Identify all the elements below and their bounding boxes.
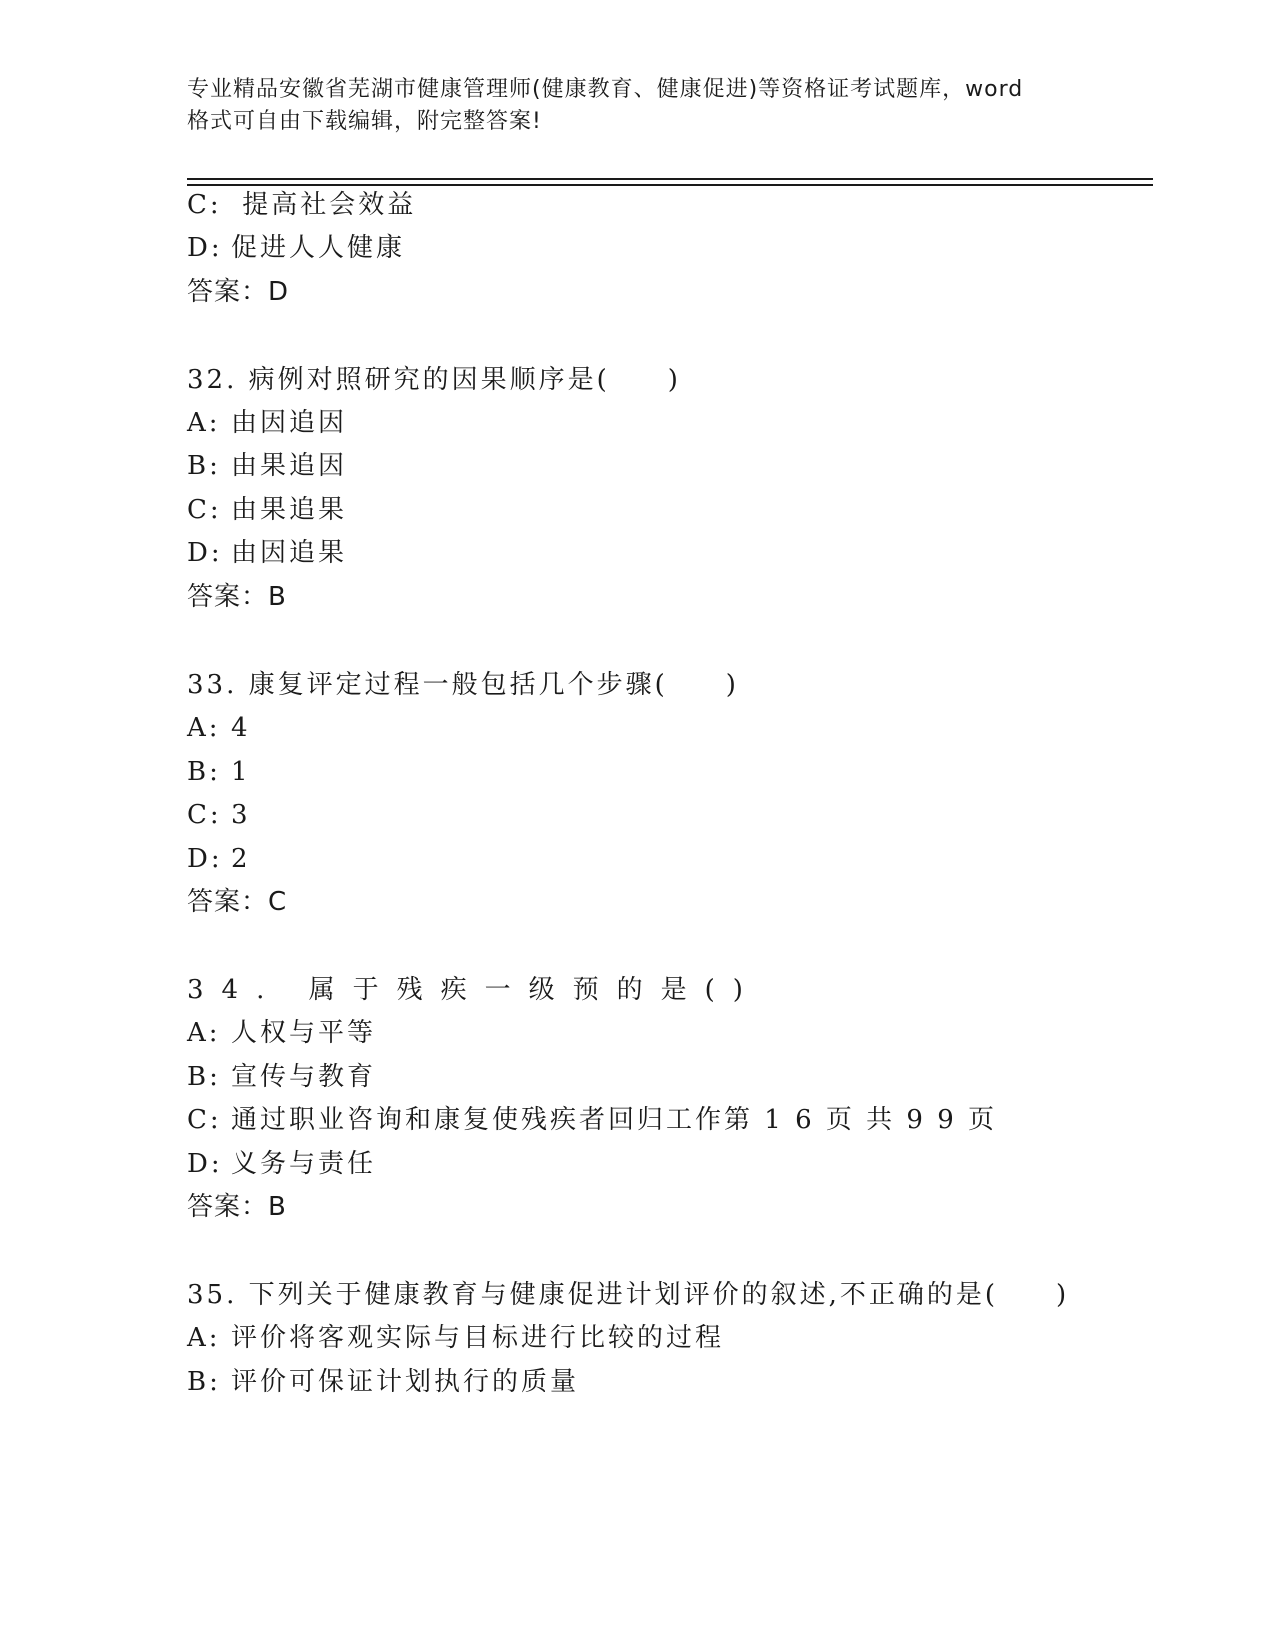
option-text: 通过职业咨询和康复使残疾者回归工作第 1 6 页 共 9 9 页: [231, 1105, 998, 1135]
option-key: B:: [187, 1062, 221, 1092]
option-text: 3: [231, 800, 251, 830]
option-key: A:: [187, 713, 221, 743]
q33-option-b: [187, 755, 251, 789]
q32-option-a: [187, 406, 347, 440]
option-text: 促进人人健康: [231, 233, 406, 263]
option-text: 2: [231, 844, 251, 874]
q33-question: 33. 康复评定过程一般包括几个步骤( ): [187, 670, 739, 700]
q31-answer: 答案：D: [187, 277, 290, 307]
option-key: C:: [187, 800, 222, 830]
option-text: 由果追因: [231, 451, 348, 481]
header-line-1: 专业精品安徽省芜湖市健康管理师(健康教育、健康促进)等资格证考试题库，word: [187, 77, 1024, 102]
q32-option-b: [187, 449, 347, 483]
q33-answer: 答案：C: [187, 887, 288, 917]
q32-question: 32. 病例对照研究的因果顺序是( ): [187, 365, 681, 395]
option-key: D:: [187, 1149, 223, 1179]
q32-answer: 答案：B: [187, 582, 287, 612]
option-key: C:: [187, 495, 222, 525]
option-key: A:: [187, 408, 221, 438]
q34-option-b: [187, 1060, 376, 1094]
header-line-2: 格式可自由下载编辑，附完整答案!: [187, 109, 542, 134]
q35-option-a: [187, 1321, 724, 1355]
option-key: C:: [187, 1105, 222, 1135]
option-key: B:: [187, 1367, 221, 1397]
q34-option-a: [187, 1016, 376, 1050]
option-key: D:: [187, 844, 223, 874]
q34-option-c: [187, 1103, 997, 1137]
q34-option-d: [187, 1147, 376, 1181]
option-text: 评价将客观实际与目标进行比较的过程: [231, 1323, 725, 1353]
option-text: 由因追因: [231, 408, 348, 438]
q33-option-c: [187, 798, 251, 832]
option-key: D:: [187, 538, 223, 568]
q31-option-d: [187, 231, 405, 265]
option-text: 提高社会效益: [231, 190, 417, 220]
option-text: 人权与平等: [231, 1018, 377, 1048]
option-text: 义务与责任: [231, 1149, 377, 1179]
option-key: D:: [187, 233, 223, 263]
option-text: 1: [231, 757, 251, 787]
q33-option-a: [187, 711, 251, 745]
q32-option-d: [187, 536, 347, 570]
option-text: 评价可保证计划执行的质量: [231, 1367, 580, 1397]
q34-question: 34. 属于残疾一级预的是(): [187, 975, 761, 1005]
header-divider-top: [187, 178, 1153, 180]
option-text: 由果追果: [231, 495, 348, 525]
option-key: C:: [187, 190, 222, 220]
document-header: [187, 74, 1087, 138]
q33-option-d: [187, 842, 251, 876]
option-key: A:: [187, 1018, 221, 1048]
q35-option-b: [187, 1365, 579, 1399]
q35-question: 35. 下列关于健康教育与健康促进计划评价的叙述,不正确的是( ): [187, 1280, 1070, 1310]
option-key: B:: [187, 757, 221, 787]
q34-answer: 答案：B: [187, 1192, 287, 1222]
header-divider-bottom: [187, 184, 1153, 186]
option-text: 由因追果: [231, 538, 348, 568]
option-text: 宣传与教育: [231, 1062, 377, 1092]
q32-option-c: [187, 493, 347, 527]
option-key: A:: [187, 1323, 221, 1353]
option-text: 4: [231, 713, 251, 743]
q31-option-c: [187, 188, 416, 222]
option-key: B:: [187, 451, 221, 481]
